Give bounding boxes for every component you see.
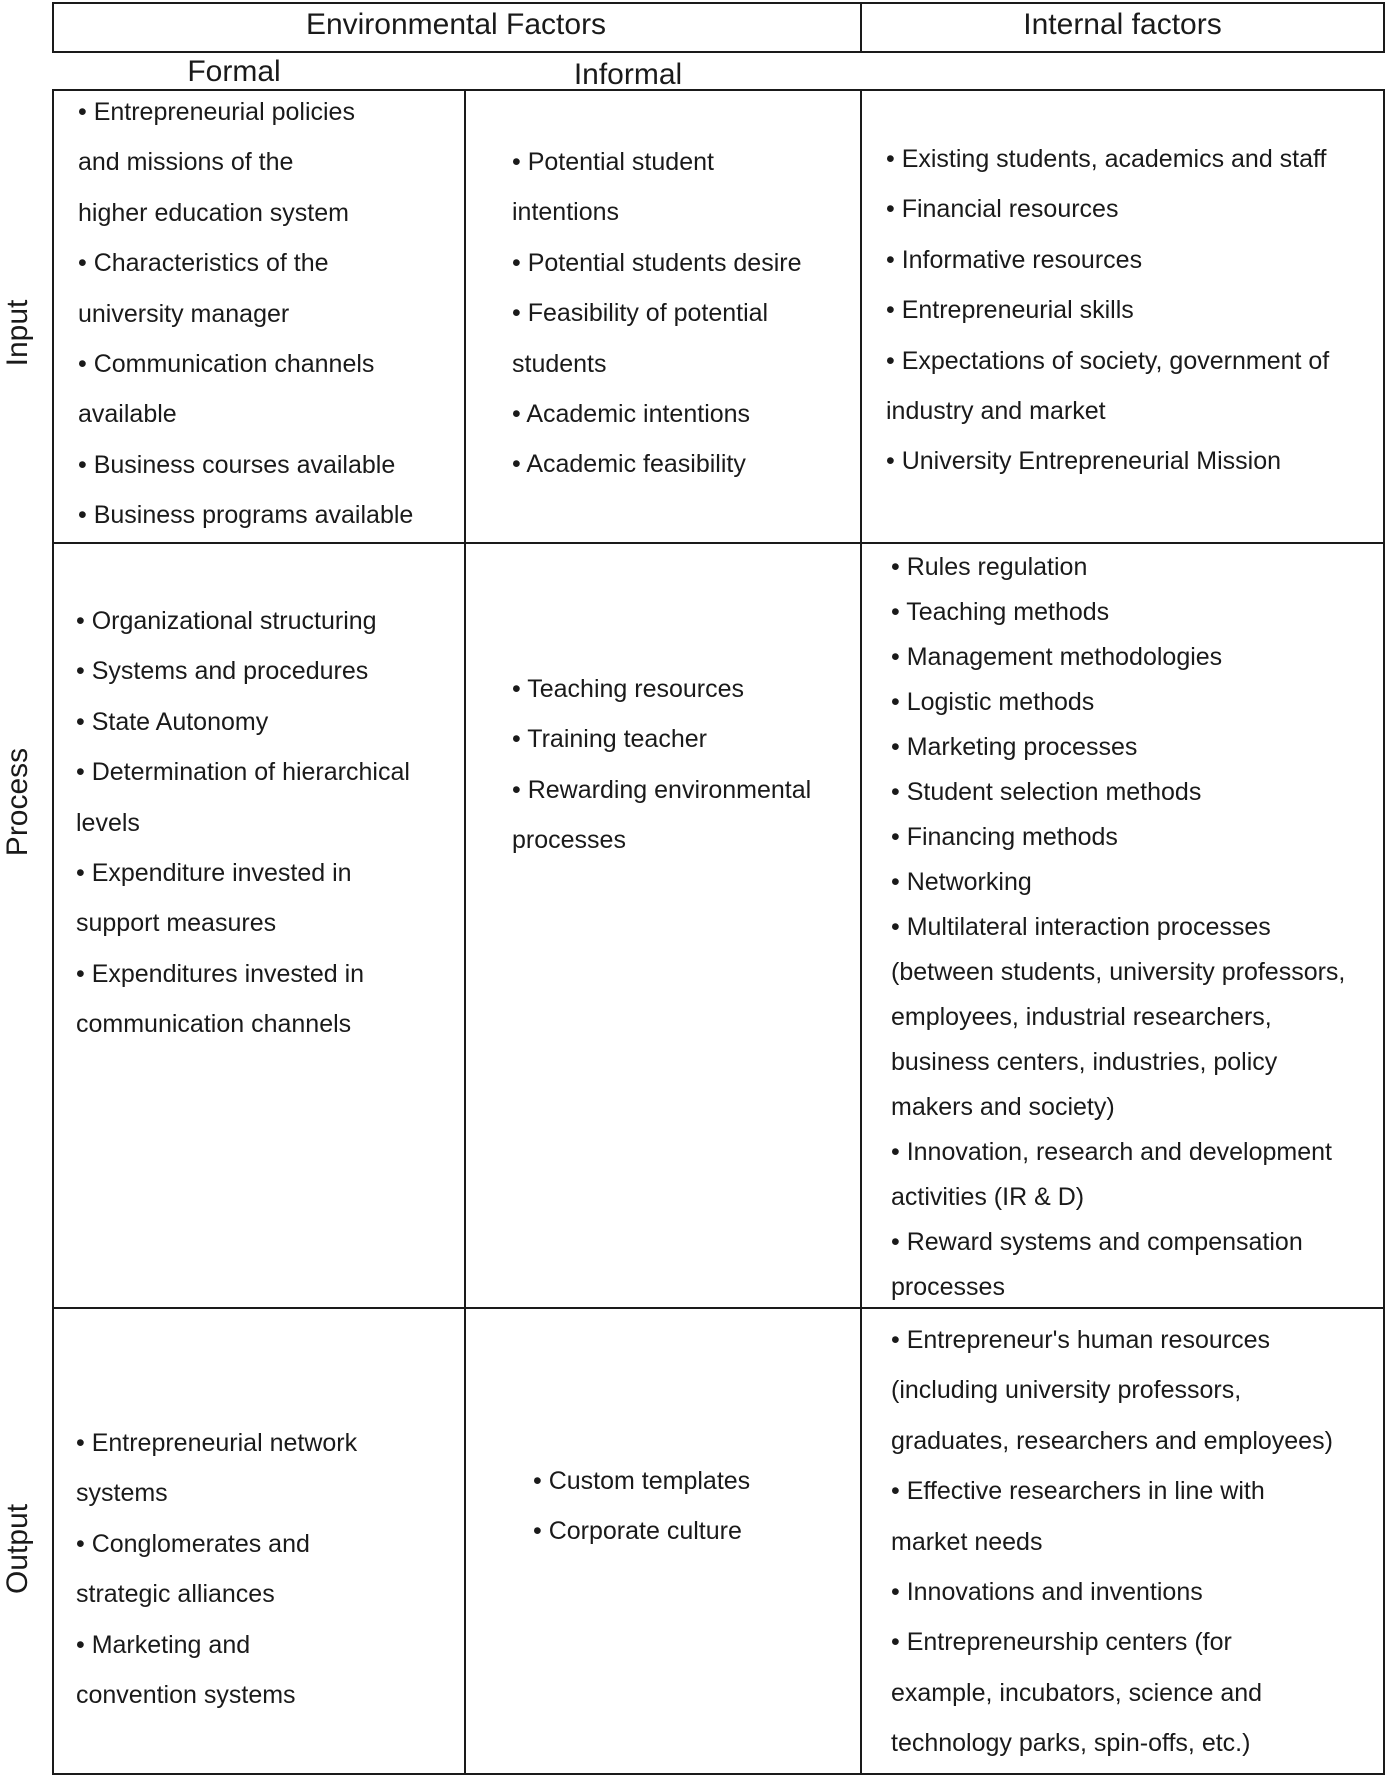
cell-output-formal xyxy=(76,1418,462,1720)
cell-input-internal xyxy=(886,134,1383,487)
list-item: • Training teacher xyxy=(512,725,707,754)
environmental-factors-header: Environmental Factors xyxy=(305,8,607,41)
row-label-process: Process xyxy=(1,747,34,857)
list-item: • Marketing processes xyxy=(891,733,1138,761)
list-item: (between students, university professors, xyxy=(891,958,1346,986)
list-item: • Conglomerates and xyxy=(76,1529,310,1558)
list-item: support measures xyxy=(76,909,277,938)
list-item: • Systems and procedures xyxy=(76,657,369,686)
informal-subheader: Informal xyxy=(573,58,683,91)
list-item: • Communication channels xyxy=(78,350,375,379)
list-item: • Characteristics of the xyxy=(78,249,329,278)
list-item: • Entrepreneurship centers (for xyxy=(891,1628,1232,1657)
list-item: employees, industrial researchers, xyxy=(891,1003,1272,1031)
list-item: technology parks, spin-offs, etc.) xyxy=(891,1729,1251,1758)
list-item: university manager xyxy=(78,299,290,328)
list-item: • Potential student xyxy=(512,148,714,176)
list-item: • Expenditure invested in xyxy=(76,859,352,888)
list-item: • Academic intentions xyxy=(512,400,751,429)
list-item: • Financial resources xyxy=(886,195,1119,224)
list-item: • Academic feasibility xyxy=(512,450,746,479)
list-item: • Existing students, academics and staff xyxy=(886,145,1327,173)
list-item: • State Autonomy xyxy=(76,707,269,736)
list-item: • Marketing and xyxy=(76,1630,251,1659)
list-item: processes xyxy=(891,1273,1005,1301)
cell-process-informal xyxy=(512,664,857,866)
list-item: • Networking xyxy=(891,868,1032,896)
list-item: • Student selection methods xyxy=(891,778,1202,806)
list-item: • Teaching methods xyxy=(891,598,1110,626)
grid-divider-informal-internal xyxy=(860,89,862,1775)
list-item: systems xyxy=(76,1479,168,1508)
list-item: • Expenditures invested in xyxy=(76,959,365,988)
list-item: • Innovations and inventions xyxy=(891,1578,1203,1607)
list-item: market needs xyxy=(891,1527,1043,1556)
grid-divider-input-process xyxy=(52,542,1385,544)
list-item: • Innovation, research and development xyxy=(891,1138,1332,1166)
list-item: • Logistic methods xyxy=(891,688,1095,716)
list-item: convention systems xyxy=(76,1681,296,1710)
list-item: example, incubators, science and xyxy=(891,1678,1263,1707)
list-item: • Effective researchers in line with xyxy=(891,1477,1265,1506)
list-item: • Teaching resources xyxy=(512,675,745,703)
list-item: • Informative resources xyxy=(886,245,1143,274)
cell-input-informal xyxy=(512,137,857,490)
list-item: • University Entrepreneurial Mission xyxy=(886,447,1282,476)
list-item: students xyxy=(512,349,607,378)
list-item: communication channels xyxy=(76,1010,352,1039)
list-item: intentions xyxy=(512,198,620,227)
list-item: activities (IR & D) xyxy=(891,1183,1085,1211)
list-item: • Organizational structuring xyxy=(76,607,377,635)
list-item: • Financing methods xyxy=(891,823,1118,851)
list-item: • Rules regulation xyxy=(891,553,1088,581)
list-item: and missions of the xyxy=(78,148,294,177)
cell-process-internal xyxy=(891,545,1383,1310)
list-item: (including university professors, xyxy=(891,1376,1242,1405)
list-item: business centers, industries, policy xyxy=(891,1048,1278,1076)
row-label-input: Input xyxy=(1,299,34,367)
list-item: processes xyxy=(512,826,626,855)
list-item: graduates, researchers and employees) xyxy=(891,1426,1333,1455)
list-item: available xyxy=(78,400,177,429)
list-item: • Entrepreneurial network xyxy=(76,1429,358,1457)
list-item: • Corporate culture xyxy=(533,1517,742,1546)
list-item: • Entrepreneur's human resources xyxy=(891,1326,1270,1354)
list-item: • Business courses available xyxy=(78,450,396,479)
cell-input-formal xyxy=(78,87,462,541)
list-item: • Custom templates xyxy=(533,1467,751,1495)
internal-factors-header: Internal factors xyxy=(1023,8,1222,41)
list-item: strategic alliances xyxy=(76,1580,275,1609)
list-item: • Feasibility of potential xyxy=(512,299,769,328)
list-item: • Entrepreneurial skills xyxy=(886,296,1134,325)
list-item: • Entrepreneurial policies xyxy=(78,98,355,126)
list-item: • Multilateral interaction processes xyxy=(891,913,1271,941)
cell-output-internal xyxy=(891,1315,1383,1769)
row-label-output: Output xyxy=(1,1503,34,1595)
cell-output-informal xyxy=(533,1456,857,1557)
list-item: levels xyxy=(76,808,140,837)
list-item: • Reward systems and compensation xyxy=(891,1228,1303,1256)
list-item: • Business programs available xyxy=(78,501,414,530)
list-item: industry and market xyxy=(886,397,1106,426)
list-item: • Management methodologies xyxy=(891,643,1223,671)
grid-divider-formal-informal xyxy=(464,89,466,1775)
list-item: • Rewarding environmental xyxy=(512,775,812,804)
list-item: • Potential students desire xyxy=(512,248,802,277)
list-item: makers and society) xyxy=(891,1093,1115,1121)
list-item: higher education system xyxy=(78,198,349,227)
list-item: • Expectations of society, government of xyxy=(886,346,1330,375)
cell-process-formal xyxy=(76,596,462,1050)
list-item: • Determination of hierarchical xyxy=(76,758,410,787)
formal-subheader: Formal xyxy=(187,55,281,88)
